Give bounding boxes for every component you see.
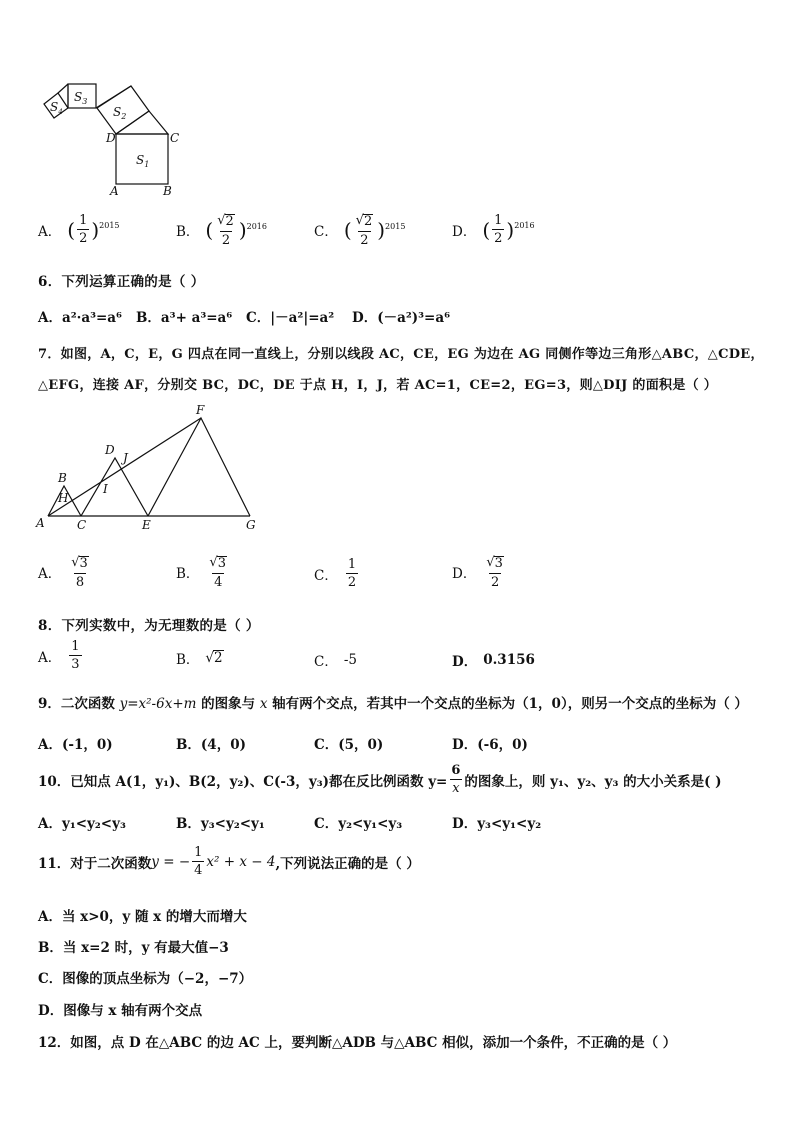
q7-option-c[interactable]: C． $\frac{1}{2}$: [314, 557, 357, 590]
fig1-label-s2: $S_2$: [113, 105, 127, 121]
q5-option-b[interactable]: B． ( √ 2 2 ) $^{2016}$: [176, 213, 267, 248]
q5-c-fraction: √ 2 2: [355, 213, 373, 248]
q7-stem-line2: △EFG，连接 AF，分别交 BC，DC，DE 于点 H，I，J，若 AC=1，CE=2，EG=3，则△DIJ 的面积是（ ）: [38, 378, 718, 393]
q9-option-a[interactable]: A．(-1，0): [38, 737, 113, 753]
fig1-label-c: C: [170, 131, 180, 145]
fig7-label-b: B: [58, 471, 67, 485]
fig1-label-s4: $S_4$: [50, 100, 63, 116]
q8-option-c[interactable]: C． -5: [314, 652, 357, 670]
q10-option-c[interactable]: C．y₂<y₁<y₃: [314, 816, 403, 832]
q10-option-a[interactable]: A．y₁<y₂<y₃: [38, 816, 126, 832]
q8-option-b[interactable]: B． √ 2: [176, 650, 223, 668]
q12-stem: 12．如图，点 D 在△ABC 的边 AC 上，要判断△ADB 与△ABC 相似，添加一个条件，不正确的是（ ）: [38, 1035, 677, 1051]
q7-option-b[interactable]: B． √ 3 4: [176, 555, 226, 590]
q7-stem-line1: 7．如图，A，C，E，G 四点在同一直线上，分别以线段 AC，CE，EG 为边在 AG 同侧作等边三角形△ABC，△CDE，: [38, 347, 764, 362]
q7-option-a[interactable]: A． √ 3 8: [38, 555, 88, 590]
fig7-label-g: G: [246, 518, 256, 532]
q5-option-d[interactable]: D． ( $\frac{1}{2}$ ) $^{2016}$: [452, 213, 535, 246]
fig7-label-e: E: [142, 518, 151, 532]
q5-option-c[interactable]: C． ( √ 2 2 ) $^{2015}$: [314, 213, 406, 248]
fig7-label-c: C: [77, 518, 87, 532]
q6-option-b[interactable]: B．a³+ a³=a⁶: [136, 310, 233, 326]
q6-option-c[interactable]: C．|－a²|=a²: [246, 310, 335, 326]
fig7-label-h: H: [58, 491, 69, 505]
q8-option-a[interactable]: A． $\frac{1}{3}$: [38, 639, 80, 672]
q10-option-b[interactable]: B．y₃<y₂<y₁: [176, 816, 265, 832]
fig7-label-d: D: [105, 443, 115, 457]
fig1-label-b: B: [163, 184, 172, 198]
q11-option-c[interactable]: C．图像的顶点坐标为（−2，−7）: [38, 971, 253, 987]
squares-figure: [36, 78, 186, 200]
fig7-label-a: A: [36, 516, 45, 530]
fig1-label-s3: $S_3$: [74, 90, 88, 106]
q9-option-c[interactable]: C．(5，0): [314, 737, 384, 753]
triangles-figure: [34, 402, 266, 534]
q9-option-d[interactable]: D．(-6，0): [452, 737, 528, 753]
q6-option-a[interactable]: A．a²·a³=a⁶: [38, 310, 122, 326]
q5-d-fraction: $\frac{1}{2}$: [494, 213, 503, 246]
fig7-label-j: J: [123, 451, 128, 465]
fig1-label-d: D: [106, 131, 116, 145]
q9-option-b[interactable]: B．(4，0): [176, 737, 246, 753]
q5-a-fraction: $\frac{1}{2}$: [79, 213, 88, 246]
q8-option-d[interactable]: D． 0.3156: [452, 652, 535, 670]
q11-stem: 11．对于二次函数 y = − $\frac{1}{4}$ x² + x − 4 ,下列说法正确的是（ ）: [38, 845, 420, 878]
q11-option-b[interactable]: B．当 x=2 时，y 有最大值−3: [38, 940, 229, 956]
fig7-label-f: F: [196, 403, 205, 417]
q10-option-d[interactable]: D．y₃<y₁<y₂: [452, 816, 542, 832]
q8-stem: 8．下列实数中，为无理数的是（ ）: [38, 618, 260, 634]
q6-stem: 6．下列运算正确的是（ ）: [38, 274, 205, 290]
fig1-label-s1: $S_1$: [136, 153, 150, 169]
fig1-label-a: A: [110, 184, 119, 198]
q9-stem: 9．二次函数 y=x²-6x+m 的图象与 x 轴有两个交点，若其中一个交点的坐标为（1，0），则另一个交点的坐标为（ ）: [38, 696, 748, 712]
q10-stem: 10．已知点 A(1，y₁)、B(2，y₂)、C(-3，y₃)都在反比例函数 y= $\frac{6}{x}$ 的图象上，则 y₁、y₂、y₃ 的大小关系是( ): [38, 763, 722, 796]
q11-option-d[interactable]: D．图像与 x 轴有两个交点: [38, 1003, 203, 1019]
q11-option-a[interactable]: A．当 x>0，y 随 x 的增大而增大: [38, 909, 247, 925]
q6-option-d[interactable]: D．(－a²)³=a⁶: [352, 310, 451, 326]
q5-b-fraction: √ 2 2: [217, 213, 234, 248]
q7-option-d[interactable]: D． √ 3 2: [452, 555, 503, 590]
fig7-label-i: I: [103, 482, 108, 496]
q5-option-a[interactable]: A． ( $\frac{1}{2}$ ) $^{2015}$: [38, 213, 120, 246]
